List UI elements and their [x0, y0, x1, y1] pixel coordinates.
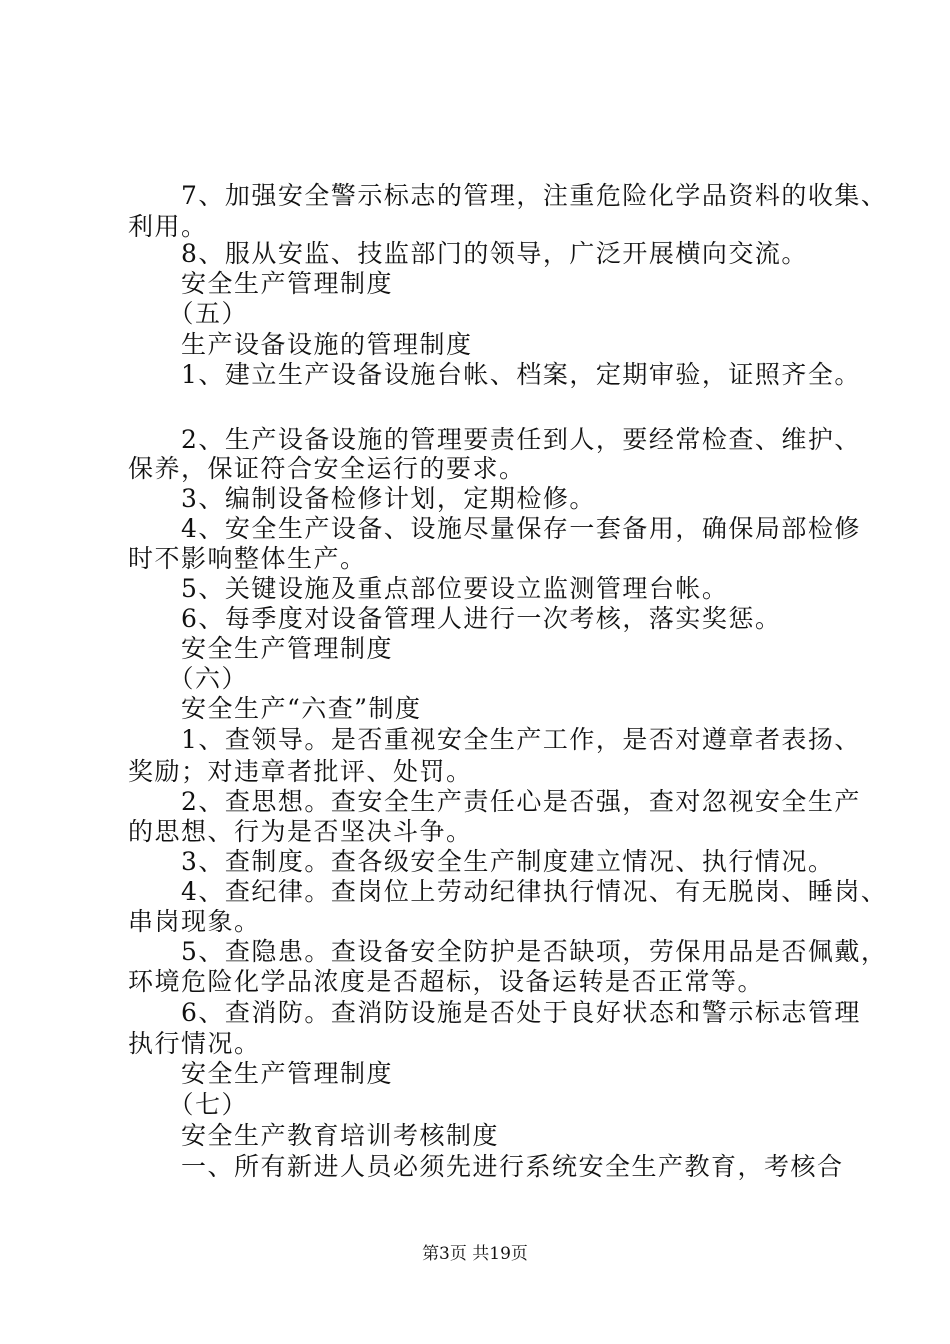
text-line: 5、关键设施及重点部位要设立监测管理台帐。 [128, 574, 729, 603]
text-line: 保养，保证符合安全运行的要求。 [128, 454, 526, 483]
text-line: 3、查制度。查各级安全生产制度建立情况、执行情况。 [128, 847, 835, 876]
text-line: 4、查纪律。查岗位上劳动纪律执行情况、有无脱岗、睡岗、 [128, 877, 888, 906]
section-title: 安全生产“六查”制度 [128, 694, 422, 723]
text-line: 1、建立生产设备设施台帐、档案，定期审验，证照齐全。 [128, 360, 861, 389]
section-heading: 安全生产管理制度 [128, 634, 394, 663]
section-heading: 安全生产管理制度 [128, 1059, 394, 1088]
text-line: 1、查领导。是否重视安全生产工作，是否对遵章者表扬、 [128, 725, 861, 754]
page-number-footer: 第3页 共19页 [422, 1244, 528, 1264]
section-number: （七） [128, 1090, 249, 1119]
text-line: 的思想、行为是否坚决斗争。 [128, 817, 473, 846]
text-line: 奖励；对违章者批评、处罚。 [128, 757, 473, 786]
text-line: 3、编制设备检修计划，定期检修。 [128, 484, 596, 513]
text-line: 8、服从安监、技监部门的领导，广泛开展横向交流。 [128, 239, 808, 268]
text-line: 环境危险化学品浓度是否超标，设备运转是否正常等。 [128, 967, 765, 996]
section-heading: 安全生产管理制度 [128, 269, 394, 298]
text-line: 2、查思想。查安全生产责任心是否强，查对忽视安全生产 [128, 787, 861, 816]
text-line: 6、每季度对设备管理人进行一次考核，落实奖惩。 [128, 604, 782, 633]
section-title: 生产设备设施的管理制度 [128, 330, 473, 359]
text-line: 6、查消防。查消防设施是否处于良好状态和警示标志管理 [128, 998, 861, 1027]
section-title: 安全生产教育培训考核制度 [128, 1121, 500, 1150]
text-line: 执行情况。 [128, 1029, 261, 1058]
section-number: （六） [128, 664, 249, 693]
text-line: 2、生产设备设施的管理要责任到人，要经常检查、维护、 [128, 425, 861, 454]
text-line: 时不影响整体生产。 [128, 544, 367, 573]
text-line: 利用。 [128, 212, 208, 241]
text-line: 5、查隐患。查设备安全防护是否缺项，劳保用品是否佩戴， [128, 937, 888, 966]
text-line: 串岗现象。 [128, 907, 261, 936]
section-number: （五） [128, 299, 249, 328]
text-line: 7、加强安全警示标志的管理，注重危险化学品资料的收集、 [128, 181, 888, 210]
text-line: 一、所有新进人员必须先进行系统安全生产教育，考核合 [128, 1152, 844, 1181]
text-line: 4、安全生产设备、设施尽量保存一套备用，确保局部检修 [128, 514, 861, 543]
